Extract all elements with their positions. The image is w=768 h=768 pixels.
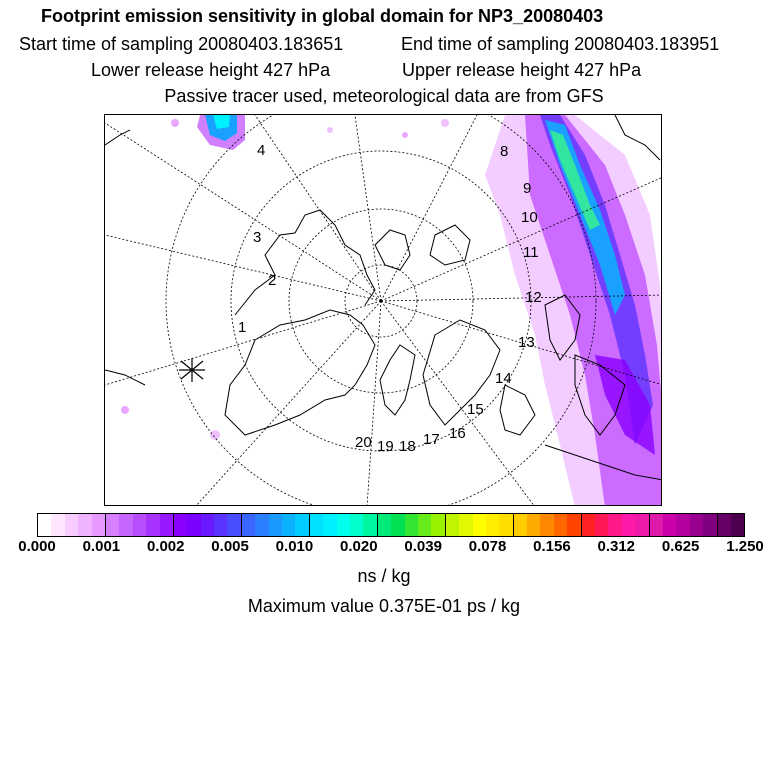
colorbar-segment <box>473 514 486 536</box>
colorbar-segment <box>459 514 472 536</box>
colorbar-tick-label: 0.000 <box>18 538 56 555</box>
colorbar-tick-label: 0.078 <box>468 538 507 555</box>
colorbar-segment <box>92 514 106 536</box>
colorbar-segment <box>255 514 268 536</box>
colorbar-segment <box>201 514 214 536</box>
day-label: 2 <box>268 272 277 289</box>
colorbar-segment <box>718 514 731 536</box>
colorbar-ticks <box>0 537 768 567</box>
colorbar-tick-label: 0.312 <box>597 538 636 555</box>
end-time-text: End time of sampling 20080403.183951 <box>401 34 720 54</box>
lower-height-text: Lower release height 427 hPa <box>91 60 331 80</box>
start-time-text: Start time of sampling 20080403.183651 <box>19 34 344 54</box>
colorbar-segment <box>650 514 663 536</box>
colorbar-segment <box>554 514 567 536</box>
colorbar-tick-label: 0.156 <box>533 538 571 555</box>
colorbar-segment <box>446 514 459 536</box>
colorbar-segment <box>363 514 377 536</box>
day-label: 1 <box>238 319 247 336</box>
colorbar-tick-label: 1.250 <box>726 538 764 555</box>
colorbar-segment <box>310 514 323 536</box>
colorbar-segment <box>676 514 689 536</box>
colorbar-segment <box>527 514 540 536</box>
colorbar-tick-label: 0.625 <box>661 538 700 555</box>
colorbar-segment <box>567 514 581 536</box>
day-label: 13 <box>518 334 535 351</box>
map-canvas <box>105 115 662 506</box>
day-label: 4 <box>257 142 266 159</box>
colorbar-segment <box>269 514 282 536</box>
colorbar-segment <box>295 514 309 536</box>
colorbar-segment <box>431 514 445 536</box>
colorbar-tick-label: 0.039 <box>404 538 442 555</box>
day-label: 11 <box>523 244 539 261</box>
upper-height-text: Upper release height 427 hPa <box>402 60 642 80</box>
day-label: 12 <box>525 289 542 306</box>
day-label: 3 <box>253 229 262 246</box>
colorbar-segment <box>214 514 227 536</box>
tracer-note-text: Passive tracer used, meteorological data are from GFS <box>164 86 604 106</box>
colorbar-segment <box>146 514 159 536</box>
colorbar-segment <box>405 514 418 536</box>
colorbar-segment <box>119 514 132 536</box>
colorbar-segment <box>323 514 336 536</box>
colorbar-segment <box>282 514 295 536</box>
colorbar-segment <box>106 514 119 536</box>
colorbar-segment <box>663 514 676 536</box>
colorbar-segment <box>486 514 499 536</box>
colorbar-tick-label: 0.020 <box>340 538 378 555</box>
colorbar-tick-label: 0.001 <box>82 538 121 555</box>
colorbar-segment <box>731 514 744 536</box>
day-label: 8 <box>500 143 509 160</box>
colorbar-segment <box>133 514 146 536</box>
day-label: 17 <box>423 431 440 448</box>
colorbar-tick-label: 0.002 <box>146 538 185 555</box>
day-label: 16 <box>449 425 466 442</box>
colorbar-segment <box>608 514 621 536</box>
colorbar-segment <box>690 514 703 536</box>
colorbar-segment <box>242 514 255 536</box>
colorbar-segment <box>187 514 200 536</box>
colorbar-segment <box>65 514 78 536</box>
colorbar-segment <box>174 514 187 536</box>
colorbar-segment <box>51 514 64 536</box>
colorbar-segment <box>582 514 595 536</box>
colorbar-tick-label: 0.005 <box>211 538 249 555</box>
colorbar-segment <box>418 514 431 536</box>
day-label: 15 <box>467 401 484 418</box>
colorbar-segment <box>635 514 649 536</box>
day-label: 10 <box>521 209 538 226</box>
colorbar-segment <box>595 514 608 536</box>
asterisk-icon <box>179 358 205 382</box>
day-label: 9 <box>523 180 532 197</box>
colorbar-segment <box>227 514 241 536</box>
colorbar-segment <box>160 514 174 536</box>
colorbar-tick-label: 0.010 <box>275 538 314 555</box>
max-value-text: Maximum value 0.375E-01 ps / kg <box>247 596 521 616</box>
colorbar-unit: ns / kg <box>357 566 411 586</box>
colorbar-segment <box>391 514 404 536</box>
colorbar-segment <box>78 514 91 536</box>
day-label: 20 <box>355 434 372 451</box>
day-label: 18 <box>399 438 416 455</box>
colorbar-segment <box>499 514 513 536</box>
colorbar-segment <box>38 514 51 536</box>
colorbar-segment <box>337 514 350 536</box>
colorbar <box>37 513 745 537</box>
day-label: 14 <box>495 370 512 387</box>
colorbar-segment <box>703 514 717 536</box>
colorbar-segment <box>514 514 527 536</box>
footprint-map <box>104 114 662 506</box>
colorbar-segment <box>622 514 635 536</box>
colorbar-segment <box>378 514 391 536</box>
plot-title: Footprint emission sensitivity in global domain for NP3_20080403 <box>41 6 604 26</box>
colorbar-segment <box>540 514 553 536</box>
colorbar-segment <box>350 514 363 536</box>
day-label: 19 <box>377 438 394 455</box>
